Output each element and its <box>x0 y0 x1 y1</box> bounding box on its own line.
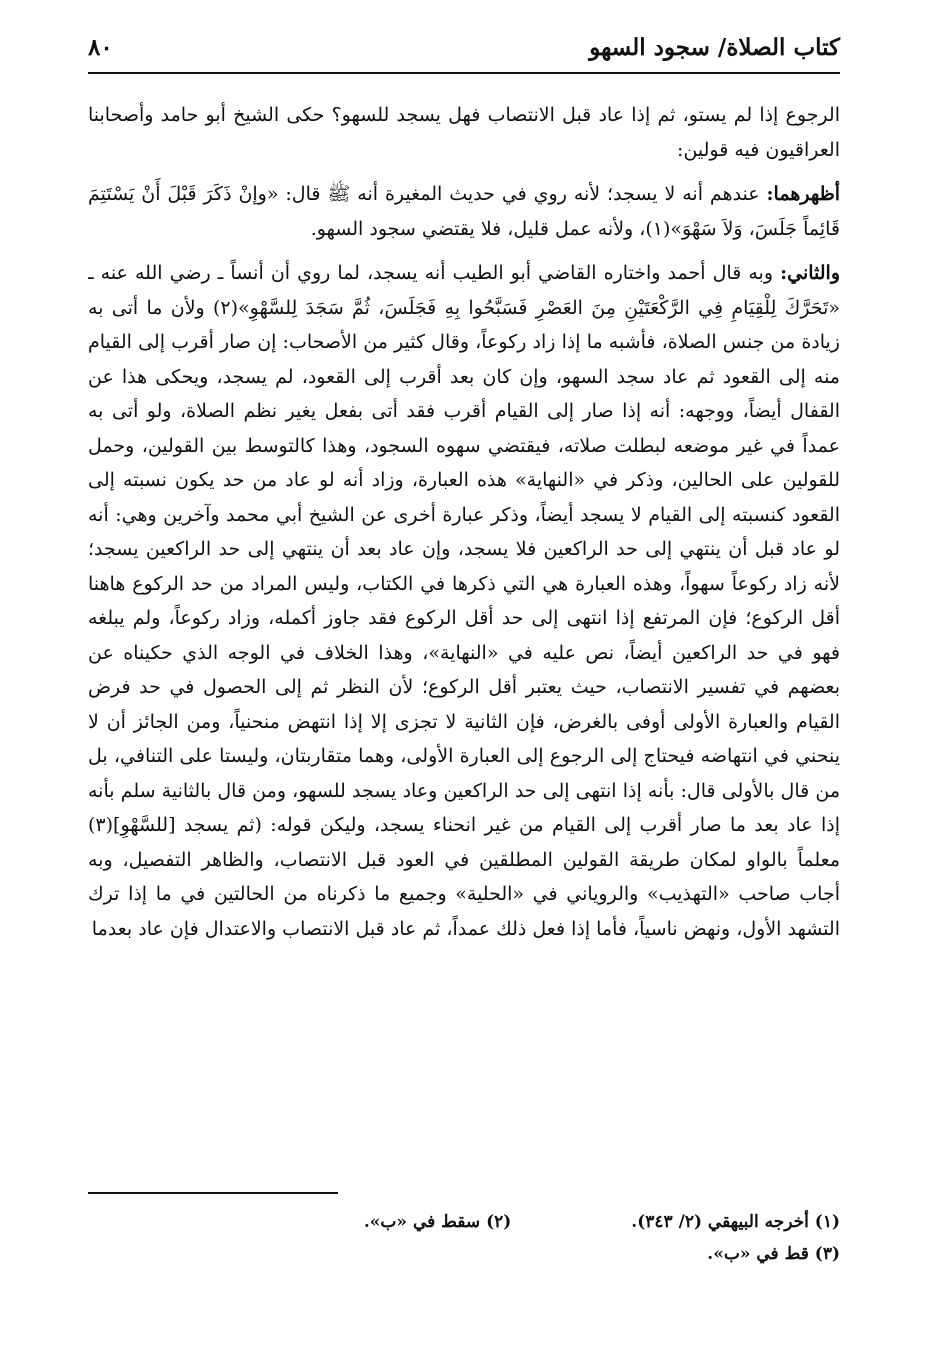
main-text <box>88 98 840 1178</box>
paragraph-text: وبه قال أحمد واختاره القاضي أبو الطيب أنه يسجد، لما روي أن أنساً ـ رضي الله عنه ـ «تَحَرَّكَ لِلْقِيَامِ فِي الرَّكْعَتَيْنِ مِنَ العَصْرِ فَسَبَّحُوا بِهِ فَجَلَسَ، ثُمَّ سَجَدَ لِلسَّهْوِ»(٢) ولأن ما أتى به زيادة من جنس الصلاة، فأشبه ما إذا زاد ركوعاً، وقال كثير من الأصحاب: إن صار أقرب إلى القيام منه إلى القعود ثم عاد سجد السهو، وإن كان بعد أقرب إلى القعود، لم يسجد، ويحكى هذا عن القفال أيضاً، ووجهه: أنه إذا صار إلى القيام أقرب فقد أتى بفعل يغير نظم الصلاة، ولو أتى به عمداً في غير موضعه لبطلت صلاته، فيقتضي سهوه السجود، وهذا كالتوسط بين القولين، وحمل للقولين على الحالين، وذكر في «النهاية» هذه العبارة، وزاد أنه لو عاد من حد يكون نسبته إلى القعود كنسبته إلى القيام لا يسجد أيضاً، وذكر عبارة أخرى عن الشيخ أبي محمد وآخرين وهي: أنه لو عاد قبل أن ينتهي إلى حد الراكعين فلا يسجد، وإن عاد بعد أن ينتهي إلى حد الراكعين يسجد؛ لأنه زاد ركوعاً سهواً، وهذه العبارة هي التي ذكرها في الكتاب، وليس المراد من حد الركوع هاهنا أقل الركوع؛ فإن المرتفع إذا انتهى إلى حد أقل الركوع فقد جاوز أكمله، وزاد ركوعاً، ولم يبلغه فهو في حد الراكعين أيضاً، نص عليه في «النهاية»، وهذا الخلاف في الوجه الذي حكيناه عن بعضهم في تفسير الانتصاب، حيث يعتبر أقل الركوع؛ لأن النظر ثم إلى الحصول في حد فرض القيام والعبارة الأولى أوفى بالغرض، فإن الثانية لا تجزى إلا إذا انتهض منحنياً، ومن الجائز أن لا ينحني في انتهاضه فيحتاج إلى الرجوع إلى العبارة الأولى، وهما متقاربتان، وليستا على التنافي، بل من قال بالأولى قال: بأنه إذا انتهى إلى حد الراكعين وعاد يسجد للسهو، ومن قال بالثانية سلم بأنه إذا عاد بعد ما صار أقرب إلى القيام من غير انحناء يسجد، وليكن قوله: (ثم يسجد [للسَّهْوِ](٣) معلماً بالواو لمكان طريقة القولين المطلقين في العود قبل الانتصاب، والظاهر التفصيل، وبه أجاب صاحب «التهذيب» والروياني في «الحلية» وجميع ما ذكرناه من الحالتين في ما إذا ترك التشهد الأول، ونهض ناسياً، فأما إذا فعل ذلك عمداً، ثم عاد قبل الانتصاب والاعتدال فإن عاد بعدما <box>88 262 840 940</box>
running-header <box>88 28 840 74</box>
paragraph-intro: الرجوع إذا لم يستو، ثم إذا عاد قبل الانتصاب فهل يسجد للسهو؟ حكى الشيخ أبو حامد وأصحابنا العراقيون فيه قولين: <box>88 104 840 161</box>
footnotes <box>88 1206 840 1270</box>
page-number: ٨٠ <box>88 34 113 61</box>
footnote-3: (٣) قط في «ب». <box>707 1244 840 1264</box>
footnote-1: (١) أخرجه البيهقي (٢/ ٣٤٣). <box>631 1212 840 1232</box>
paragraph-first-opinion <box>88 177 840 246</box>
footnote-row <box>88 1238 840 1270</box>
paragraph-lead: والثاني: <box>780 262 840 284</box>
footnote-2: (٢) سقط في «ب». <box>363 1212 512 1232</box>
footnote-row <box>88 1206 840 1238</box>
paragraph-second-opinion <box>88 256 840 946</box>
paragraph-text: عندهم أنه لا يسجد؛ لأنه روي في حديث المغيرة أنه ﷺ قال: «وإنْ ذَكَرَ قَبْلَ أَنْ يَسْتَتِمَ قَائِماً جَلَسَ، وَلاَ سَهْوَ»(١)، ولأنه عمل قليل، فلا يقتضي سجود السهو. <box>88 183 840 240</box>
paragraph-lead: أظهرهما: <box>766 183 840 205</box>
footnote-divider <box>88 1192 338 1194</box>
chapter-title: كتاب الصلاة/ سجود السهو <box>589 34 840 61</box>
